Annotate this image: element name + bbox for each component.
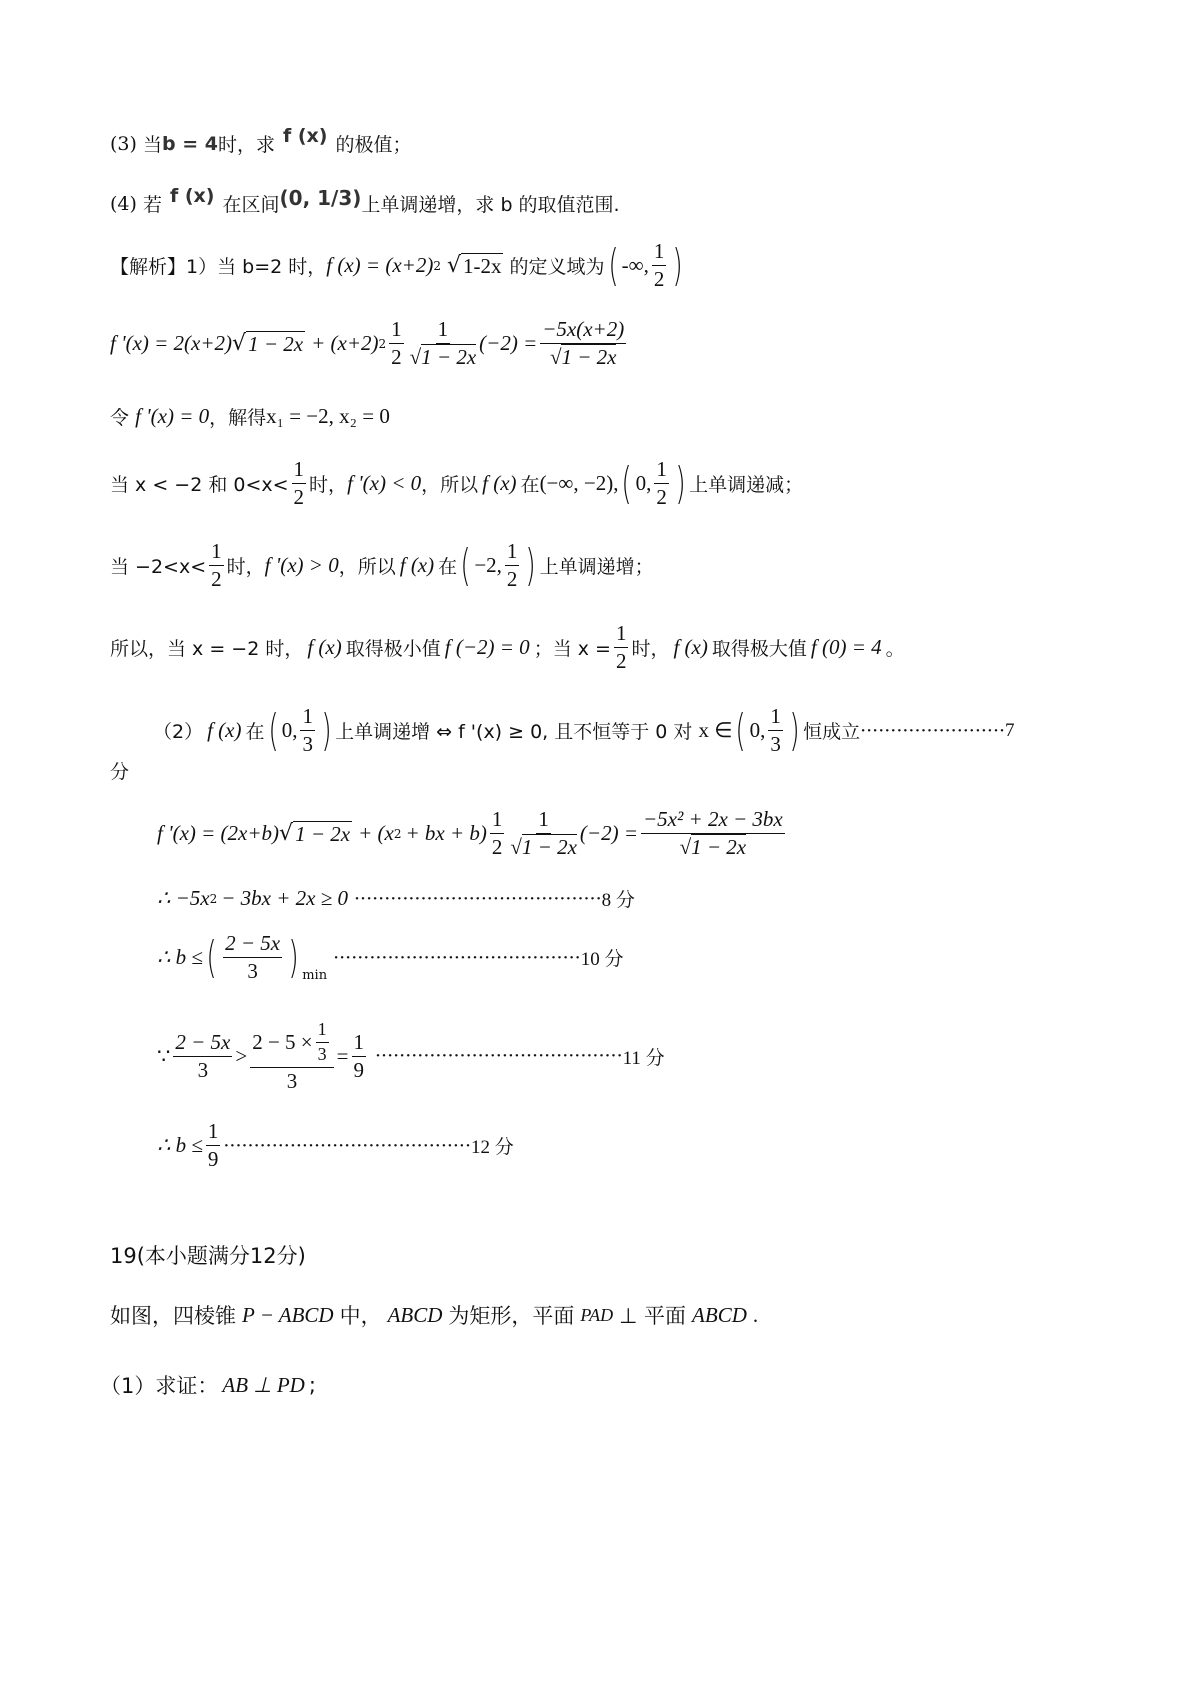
numerator: 1 bbox=[505, 540, 520, 566]
left-paren: ( bbox=[206, 931, 217, 983]
interval-part: 0, bbox=[635, 471, 652, 496]
solution-text: ，所以 bbox=[421, 474, 479, 497]
question-19-title bbox=[110, 1240, 306, 1270]
question-4 bbox=[110, 184, 620, 217]
plane-label: ABCD bbox=[692, 1302, 747, 1327]
solution-text: 所以，当 x = −2 时， bbox=[110, 638, 304, 661]
plane-label: PAD bbox=[580, 1304, 614, 1325]
interval-part: 0, bbox=[749, 718, 766, 743]
fraction bbox=[641, 808, 785, 859]
solution-text: 在 bbox=[520, 474, 540, 497]
fraction bbox=[654, 458, 669, 509]
step-8 bbox=[157, 885, 635, 912]
question-19-body bbox=[110, 1300, 758, 1330]
numerator: 1 bbox=[206, 1120, 221, 1146]
numerator-text: 2 − 5 × bbox=[252, 1029, 313, 1054]
numerator: −5x² + 2x − 3bx bbox=[641, 808, 785, 834]
numerator: 1 bbox=[654, 458, 669, 484]
interval-part: -∞, bbox=[621, 253, 649, 278]
q4-text: 在区间 bbox=[222, 194, 280, 216]
denominator: 2 bbox=[653, 267, 665, 292]
right-paren: ) bbox=[675, 457, 686, 509]
solution-text: 取得极小值 bbox=[345, 638, 441, 661]
numerator: 1 bbox=[768, 705, 783, 731]
pyramid-label: P − ABCD bbox=[242, 1302, 334, 1327]
numerator: 1 bbox=[316, 1020, 329, 1043]
score: 8 分 bbox=[601, 890, 635, 911]
solution-text: 1）当 b=2 时， bbox=[186, 256, 327, 279]
denominator: √1 − 2x bbox=[510, 835, 577, 860]
leader-dots: ········································· bbox=[223, 1134, 472, 1157]
numerator: −5x(x+2) bbox=[540, 318, 626, 344]
q3-text: 时，求 bbox=[217, 134, 275, 156]
q4-interval: (0, 1/3) bbox=[279, 185, 362, 210]
right-paren: ) bbox=[789, 704, 800, 756]
numerator: 1 bbox=[352, 1031, 367, 1057]
derivative-expression: f '(x) = 2(x+2) bbox=[110, 331, 233, 356]
numerator: 1 bbox=[389, 318, 404, 344]
exponent: 2 bbox=[378, 336, 387, 351]
radicand: 1-2x bbox=[462, 253, 502, 278]
denominator: 2 bbox=[615, 649, 627, 674]
numerator: 1 bbox=[300, 705, 315, 731]
part-2-derivative bbox=[157, 808, 788, 859]
solution-text: 上单调递增； bbox=[539, 556, 654, 579]
left-paren: ( bbox=[267, 704, 279, 756]
solution-text: 恒成立 bbox=[803, 721, 861, 744]
solution-text: ；当 x = bbox=[533, 638, 611, 661]
solution-derivative bbox=[110, 318, 629, 369]
min-value: f (−2) = 0 bbox=[444, 635, 530, 660]
denominator: 2 bbox=[211, 567, 222, 592]
domain-condition: x ∈ bbox=[698, 718, 733, 743]
interval: (−∞, −2), bbox=[539, 471, 619, 496]
solution-tag: 【解析】 bbox=[110, 256, 187, 279]
numerator bbox=[250, 1020, 333, 1068]
fraction bbox=[410, 318, 477, 369]
denominator: 2 bbox=[656, 485, 667, 510]
denominator: 9 bbox=[207, 1147, 219, 1172]
equation: f '(x) = 0 bbox=[135, 404, 210, 428]
radicand: 1 − 2x bbox=[421, 345, 477, 370]
fraction bbox=[209, 540, 224, 591]
interval-part: −2, bbox=[474, 553, 502, 578]
numerator: 1 bbox=[490, 808, 505, 834]
fraction bbox=[614, 622, 629, 673]
score-unit: 分 bbox=[110, 761, 130, 783]
fraction bbox=[652, 240, 667, 291]
leader-dots: ········································· bbox=[354, 887, 602, 910]
solution-text: 的定义域为 bbox=[509, 256, 605, 279]
inequality: ∴ −5x bbox=[157, 886, 210, 910]
question-text: ; bbox=[308, 1373, 316, 1397]
solution-text: 时， bbox=[631, 638, 670, 661]
period: . bbox=[752, 1302, 759, 1327]
denominator: √1 − 2x bbox=[549, 345, 617, 370]
fraction bbox=[300, 705, 315, 756]
numerator: 1 bbox=[292, 458, 307, 484]
radicand: 1 − 2x bbox=[691, 835, 747, 860]
right-paren: ) bbox=[525, 539, 537, 591]
q3-text: 当 bbox=[142, 134, 162, 156]
solution-line-4 bbox=[110, 458, 803, 509]
numerator: 1 bbox=[209, 540, 224, 566]
sqrt-expression: √ 1-2x bbox=[446, 252, 502, 278]
part-label: （1）求证： bbox=[100, 1374, 219, 1398]
solution-text: 在 bbox=[245, 721, 265, 744]
function-expression: f (x) bbox=[207, 718, 242, 743]
right-paren: ) bbox=[672, 239, 684, 291]
left-paren: ( bbox=[621, 457, 633, 509]
solution-text: 取得极大值 bbox=[711, 638, 807, 661]
solution-text: ，所以 bbox=[338, 556, 396, 579]
leader-dots: ········································· bbox=[375, 1045, 623, 1068]
because-symbol: ∵ bbox=[157, 1043, 171, 1068]
roots: x₁ = −2, x₂ = 0 bbox=[266, 404, 390, 428]
solution-text: 令 bbox=[110, 407, 130, 429]
q3-function: f (x) bbox=[282, 124, 328, 147]
inequality: − 3bx + 2x ≥ 0 bbox=[221, 886, 349, 910]
part-2-line bbox=[153, 705, 1015, 756]
solution-text: 。 bbox=[885, 638, 905, 661]
derivative-expression: + bx + b) bbox=[405, 821, 487, 846]
radicand: 1 − 2x bbox=[295, 821, 351, 846]
numerator: 2 − 5x bbox=[223, 932, 282, 958]
leader-dots: ········································· bbox=[333, 946, 581, 969]
inequality: f '(x) < 0 bbox=[347, 471, 422, 496]
question-text: ⊥ 平面 bbox=[619, 1304, 687, 1328]
subscript-min: min bbox=[302, 968, 328, 984]
fraction bbox=[768, 705, 783, 756]
fraction bbox=[206, 1120, 221, 1171]
exponent: 2 bbox=[209, 891, 218, 906]
question-text: 如图，四棱锥 bbox=[110, 1304, 236, 1328]
step-12 bbox=[157, 1120, 514, 1171]
derivative-expression: (−2) = bbox=[579, 821, 638, 846]
denominator: 3 bbox=[317, 1043, 327, 1064]
denominator: 3 bbox=[286, 1068, 298, 1093]
question-19-part-1 bbox=[100, 1370, 316, 1400]
solution-text: 在 bbox=[438, 556, 458, 579]
q3-condition: b = 4 bbox=[161, 132, 218, 155]
operator: = bbox=[336, 1043, 349, 1068]
operator: > bbox=[235, 1043, 248, 1068]
perpendicular-statement: AB ⊥ PD bbox=[222, 1372, 305, 1397]
solution-text: 上单调递减； bbox=[689, 474, 804, 497]
question-text: 为矩形，平面 bbox=[448, 1304, 575, 1328]
part-number: （2） bbox=[153, 721, 204, 744]
fraction bbox=[389, 318, 404, 369]
left-paren: ( bbox=[607, 239, 619, 291]
score: 11 分 bbox=[622, 1047, 665, 1069]
denominator: 3 bbox=[247, 959, 258, 984]
derivative-expression: + (x+2) bbox=[311, 331, 379, 356]
derivative-expression: f '(x) = (2x+b) bbox=[157, 821, 280, 846]
denominator: √1 − 2x bbox=[409, 345, 477, 370]
numerator: 2 − 5x bbox=[173, 1031, 232, 1057]
fraction bbox=[490, 808, 505, 859]
fraction bbox=[223, 932, 282, 983]
denominator: 3 bbox=[302, 732, 313, 757]
part-2-score-unit bbox=[110, 757, 129, 784]
numerator: 1 bbox=[652, 240, 667, 266]
numerator: 1 bbox=[536, 808, 551, 834]
solution-text: 上单调递增 ⇔ bbox=[335, 721, 453, 744]
left-paren: ( bbox=[735, 704, 747, 756]
solution-text: 当 x < −2 和 0<x< bbox=[110, 474, 289, 497]
max-value: f (0) = 4 bbox=[810, 635, 882, 660]
derivative-expression: (−2) = bbox=[479, 331, 538, 356]
exponent: 2 bbox=[393, 826, 402, 841]
q4-text: 上单调递增，求 b 的取值范围. bbox=[361, 194, 620, 216]
score: 12 分 bbox=[471, 1137, 514, 1159]
fraction bbox=[316, 1020, 329, 1065]
question-title: 19(本小题满分12分) bbox=[110, 1244, 306, 1268]
step-11 bbox=[157, 1020, 665, 1093]
left-paren: ( bbox=[460, 539, 471, 591]
score: 10 分 bbox=[580, 949, 624, 971]
interval-part: 0, bbox=[281, 718, 298, 743]
inequality: f '(x) > 0 bbox=[264, 553, 339, 578]
denominator: 2 bbox=[293, 485, 305, 510]
exponent: 2 bbox=[433, 258, 441, 273]
inequality: ∴ b ≤ bbox=[157, 945, 203, 970]
sqrt-expression: √ 1 − 2x bbox=[279, 820, 351, 846]
fraction bbox=[540, 318, 626, 369]
q4-function: f (x) bbox=[169, 184, 215, 207]
solution-text: 时， bbox=[309, 474, 348, 497]
rectangle-label: ABCD bbox=[387, 1302, 443, 1327]
q4-number: (4) bbox=[110, 192, 137, 215]
q3-number: (3) bbox=[110, 132, 137, 155]
fraction bbox=[292, 458, 307, 509]
fraction bbox=[505, 540, 520, 591]
function-expression: f (x) bbox=[673, 635, 708, 660]
right-paren: ) bbox=[288, 931, 299, 983]
solution-line-3 bbox=[110, 403, 390, 430]
derivative-expression: + (x bbox=[358, 821, 394, 846]
denominator: 2 bbox=[506, 567, 518, 592]
denominator: √1 − 2x bbox=[679, 835, 747, 860]
score: 7 bbox=[1005, 719, 1015, 741]
leader-dots: ························ bbox=[860, 719, 1006, 742]
function-expression: f (x) bbox=[307, 635, 342, 660]
function-expression: f (x) bbox=[482, 471, 517, 496]
denominator: 2 bbox=[491, 835, 503, 860]
sqrt-expression: √ 1 − 2x bbox=[232, 330, 304, 356]
function-expression: f (x) bbox=[399, 553, 435, 578]
step-10 bbox=[157, 932, 623, 983]
condition: f '(x) ≥ 0, 且不恒等于 0 对 bbox=[458, 721, 693, 744]
denominator: 9 bbox=[353, 1057, 364, 1082]
denominator: 3 bbox=[770, 732, 781, 757]
q3-text: 的极值； bbox=[335, 134, 412, 156]
solution-line-1 bbox=[110, 240, 687, 291]
inequality: ∴ b ≤ bbox=[157, 1133, 203, 1158]
denominator: 2 bbox=[391, 345, 402, 370]
radicand: 1 − 2x bbox=[561, 345, 617, 370]
function-expression: f (x) = (x+2) bbox=[326, 253, 434, 278]
radicand: 1 − 2x bbox=[248, 331, 304, 356]
fraction bbox=[352, 1031, 367, 1082]
solution-text: ，解得 bbox=[209, 407, 267, 429]
fraction bbox=[173, 1031, 232, 1082]
right-paren: ) bbox=[321, 704, 332, 756]
numerator: 1 bbox=[614, 622, 629, 648]
fraction bbox=[250, 1020, 333, 1093]
numerator: 1 bbox=[436, 318, 451, 344]
solution-line-5 bbox=[110, 540, 654, 591]
denominator: 3 bbox=[197, 1057, 209, 1082]
solution-line-6 bbox=[110, 622, 905, 673]
solution-text: 当 −2<x< bbox=[110, 556, 207, 579]
solution-text: 时， bbox=[226, 556, 265, 579]
question-text: 中， bbox=[339, 1304, 382, 1328]
radicand: 1 − 2x bbox=[521, 835, 577, 860]
question-3 bbox=[110, 124, 412, 157]
fraction bbox=[510, 808, 577, 859]
q4-text: 若 bbox=[142, 194, 162, 216]
